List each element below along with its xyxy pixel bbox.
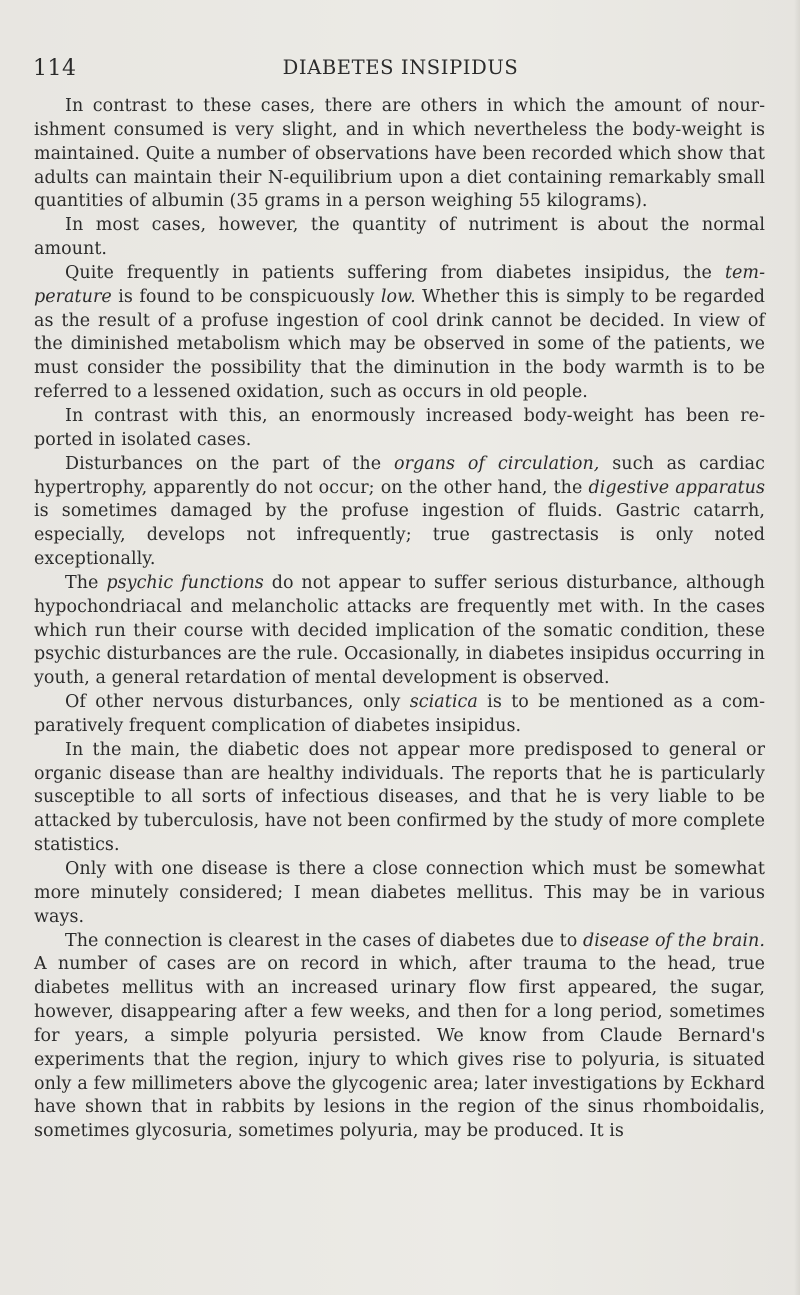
italic-term: psychic functions xyxy=(106,572,264,593)
paragraph xyxy=(34,858,765,930)
italic-term: temperature xyxy=(34,262,765,307)
paragraph xyxy=(34,262,765,405)
italic-term: disease of the brain. xyxy=(582,930,765,951)
text-run: is to be mentioned as a comparatively frequent complication of diabetes insipidus. xyxy=(34,692,766,736)
paragraph xyxy=(34,214,765,262)
page-edge-shadow xyxy=(794,0,800,1295)
text-run: In most cases, however, the quantity of nutriment is about the normal amount. xyxy=(34,215,765,260)
italic-term: sciatica xyxy=(409,692,478,713)
text-run: In contrast to these cases, there are others in which the amount of nourishment consumed is very slight, and in which nevertheless the body-weight is maintained. Quite a number of observations have been recorded which show that adults can maintain their N-equilibrium upon a diet containing remarkably small quantities of albumin (35 grams in a person weighing 55 kilograms). xyxy=(34,96,765,212)
text-run: do not appear to suffer serious disturbance, although hypochondriacal and melancholic attacks are frequently met with. In the cases which run their course with decided implication of the somatic condition, these psychic disturbances are the rule. Occasionally, in diabetes insipidus occurring in youth, a general retardation of mental development is observed. xyxy=(34,572,766,689)
text-run: Of other nervous disturbances, only xyxy=(65,692,410,713)
text-run: is sometimes damaged by the profuse ingestion of fluids. Gastric catarrh, especially, develops not infrequently; true gastrectasis is only noted exceptionally. xyxy=(34,501,765,570)
paragraph xyxy=(34,572,765,691)
paragraph xyxy=(34,930,765,1145)
text-run: In the main, the diabetic does not appear more predisposed to general or organic disease than are healthy individuals. The reports that he is particularly susceptible to all sorts of infectious diseases, and that he is very liable to be attacked by tuberculosis, have not been confirmed by the study of more complete statistics. xyxy=(34,739,765,856)
text-run: The connection is clearest in the cases of diabetes due to xyxy=(65,930,583,951)
italic-term: digestive apparatus xyxy=(588,477,766,498)
text-run: Quite frequently in patients suffering from diabetes insipidus, the xyxy=(65,262,725,283)
paragraph xyxy=(34,739,765,858)
text-run: In contrast with this, an enormously increased body-weight has been reported in isolated cases. xyxy=(34,405,765,450)
text-run: Disturbances on the part of the xyxy=(65,453,394,474)
text-run: is found to be conspicuously xyxy=(111,286,381,307)
paragraph xyxy=(34,405,765,453)
page-number: 114 xyxy=(33,56,77,81)
page-header xyxy=(33,56,768,86)
paragraph xyxy=(34,691,765,739)
paragraph xyxy=(34,453,765,572)
text-run: Only with one disease is there a close connection which must be somewhat more minutely considered; I mean diabetes mellitus. This may be in various ways. xyxy=(34,859,765,927)
text-run: A number of cases are on record in which, after trauma to the head, true diabetes mellitus with an increased urinary flow first appeared, the sugar, however, disappearing after a few weeks, and then for a long period, sometimes for years, a simple polyuria persisted. We know from Claude Bernard's experiments that the region, injury to which gives rise to polyuria, is situated only a few millimeters above the glycogenic area; later investigations by Eckhard have shown that in rabbits by lesions in the region of the sinus rhomboidalis, sometimes glycosuria, sometimes polyuria, may be produced. It is xyxy=(34,954,765,1142)
text-run: such as cardiac hypertrophy, apparently do not occur; on the other hand, the xyxy=(34,453,765,498)
text-run: Whether this is simply to be regarded as the result of a profuse ingestion of cool drink cannot be decided. In view of the diminished metabolism which may be observed in some of the patients, we must consider the possibility that the diminution in the body warmth is to be referred to a lessened oxidation, such as occurs in old people. xyxy=(34,286,765,403)
italic-term: low. xyxy=(380,286,416,307)
text-run: The xyxy=(65,572,107,593)
body-text xyxy=(34,95,765,1144)
paragraph xyxy=(34,95,765,214)
italic-term: organs of circulation, xyxy=(393,453,600,474)
running-title: DIABETES INSIPIDUS xyxy=(282,56,519,79)
